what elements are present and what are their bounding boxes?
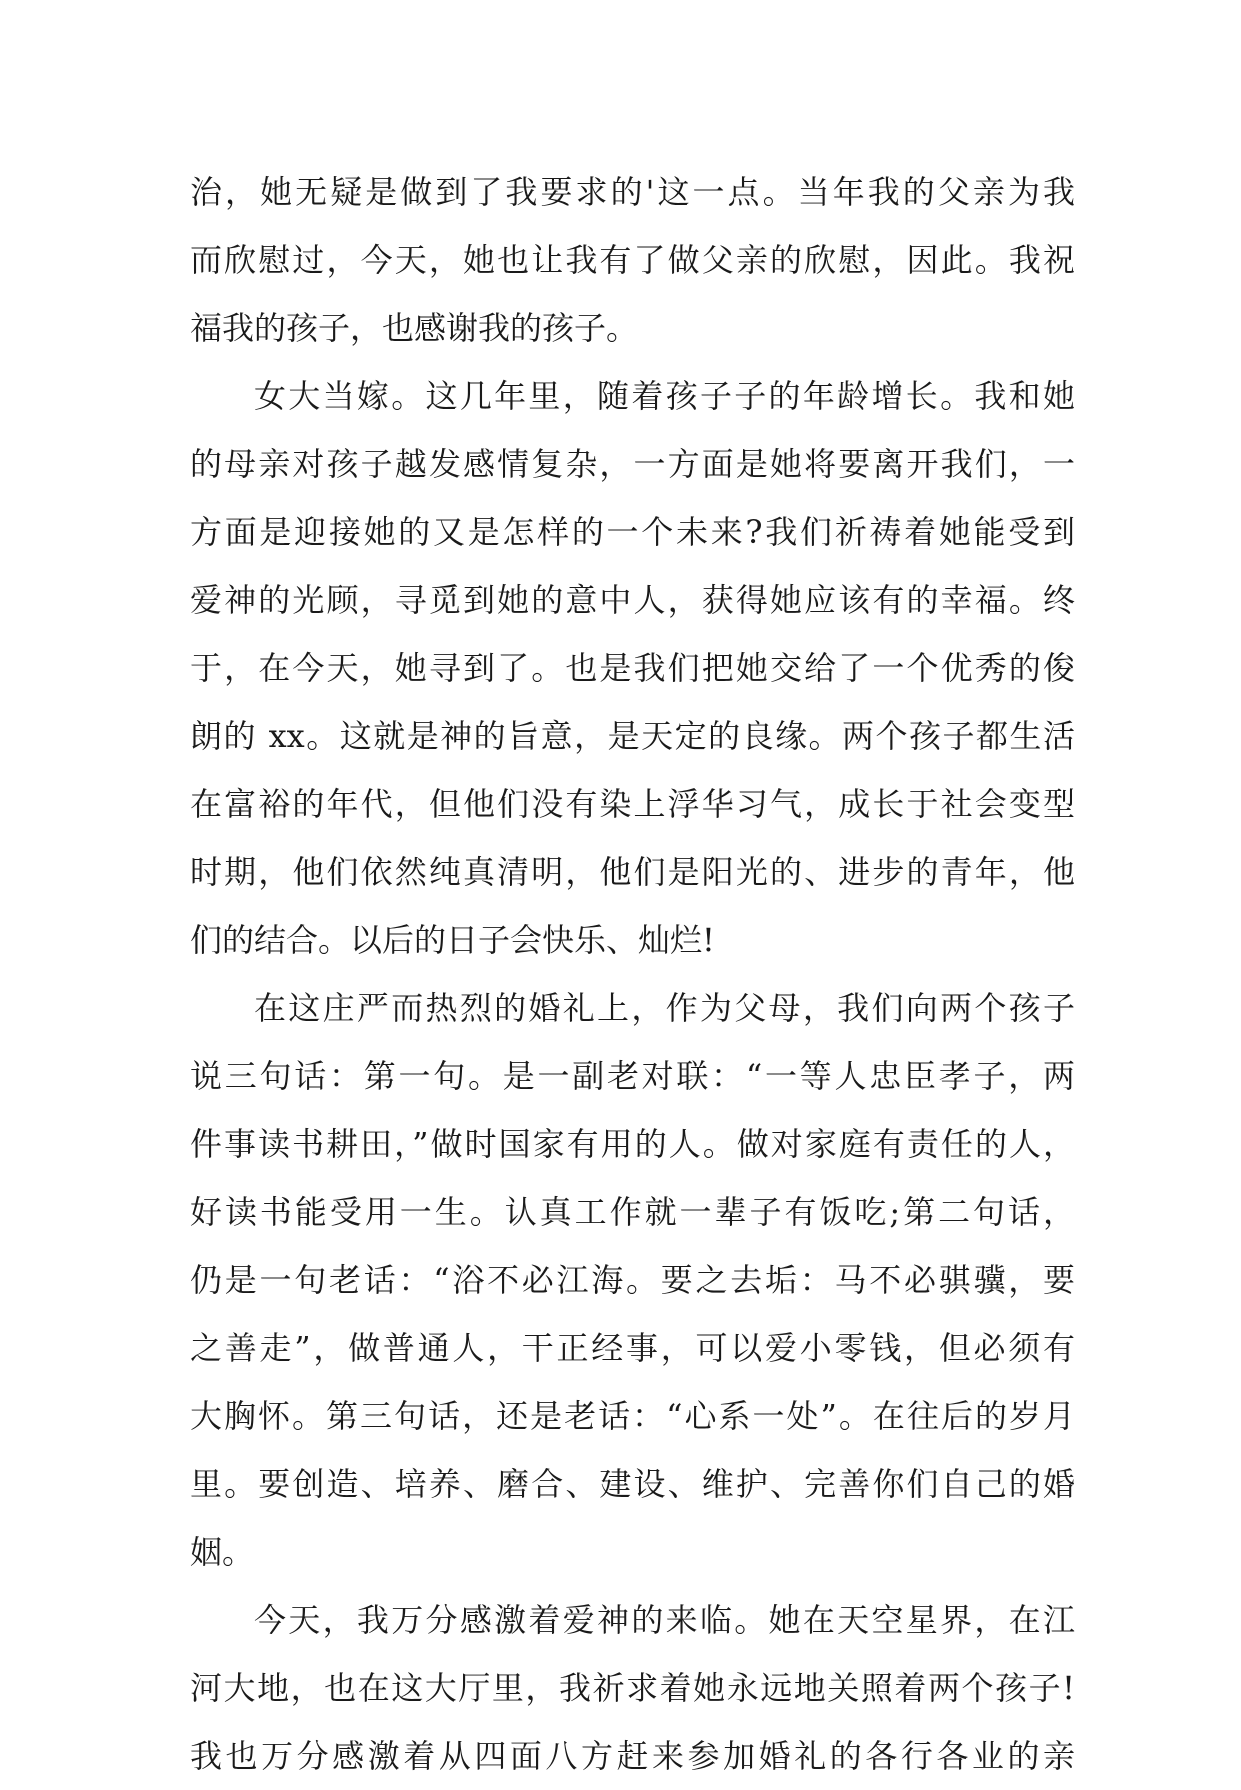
paragraph	[190, 1586, 1075, 1790]
text-line: 在这庄严而热烈的婚礼上，作为父母，我们向两个孩子	[254, 989, 1075, 1027]
text-line: 在富裕的年代，但他们没有染上浮华习气，成长于社会变型	[190, 785, 1075, 823]
text-line: 仍是一句老话：“浴不必江海。要之去垢：马不必骐骥，要	[190, 1261, 1075, 1299]
text-line: 大胸怀。第三句话，还是老话：“心系一处”。在往后的岁月	[190, 1397, 1075, 1435]
text-line: 时期，他们依然纯真清明，他们是阳光的、进步的青年，他	[190, 853, 1075, 891]
text-line: 好读书能受用一生。认真工作就一辈子有饭吃;第二句话，	[190, 1193, 1075, 1231]
text-line: 方面是迎接她的又是怎样的一个未来?我们祈祷着她能受到	[190, 513, 1075, 551]
document-body	[190, 158, 1075, 1790]
text-line: 今天，我万分感激着爱神的来临。她在天空星界，在江	[254, 1601, 1075, 1639]
text-line: 姻。	[190, 1533, 255, 1571]
text-line: 福我的孩子，也感谢我的孩子。	[190, 309, 639, 347]
text-line: 于，在今天，她寻到了。也是我们把她交给了一个优秀的俊	[190, 649, 1075, 687]
paragraph	[190, 158, 1075, 362]
text-line: 说三句话：第一句。是一副老对联：“一等人忠臣孝子，两	[190, 1057, 1075, 1095]
paragraph	[190, 362, 1075, 974]
text-line: 的母亲对孩子越发感情复杂，一方面是她将要离开我们，一	[190, 445, 1075, 483]
text-line: 里。要创造、培养、磨合、建设、维护、完善你们自己的婚	[190, 1465, 1075, 1503]
text-line: 而欣慰过，今天，她也让我有了做父亲的欣慰，因此。我祝	[190, 241, 1075, 279]
text-line: 我也万分感激着从四面八方赶来参加婚礼的各行各业的亲	[190, 1737, 1075, 1775]
text-line: 治，她无疑是做到了我要求的'这一点。当年我的父亲为我	[190, 173, 1075, 211]
paragraph	[190, 974, 1075, 1586]
text-line: 朗的 xx。这就是神的旨意，是天定的良缘。两个孩子都生活	[190, 717, 1075, 755]
text-line: 件事读书耕田，”做时国家有用的人。做对家庭有责任的人，	[190, 1125, 1075, 1163]
text-line: 女大当嫁。这几年里，随着孩子子的年龄增长。我和她	[254, 377, 1075, 415]
text-line: 们的结合。以后的日子会快乐、灿烂!	[190, 921, 715, 959]
text-line: 爱神的光顾，寻觅到她的意中人，获得她应该有的幸福。终	[190, 581, 1075, 619]
text-line: 河大地，也在这大厅里，我祈求着她永远地关照着两个孩子!	[190, 1669, 1075, 1707]
text-line: 之善走”，做普通人，干正经事，可以爱小零钱，但必须有	[190, 1329, 1075, 1367]
